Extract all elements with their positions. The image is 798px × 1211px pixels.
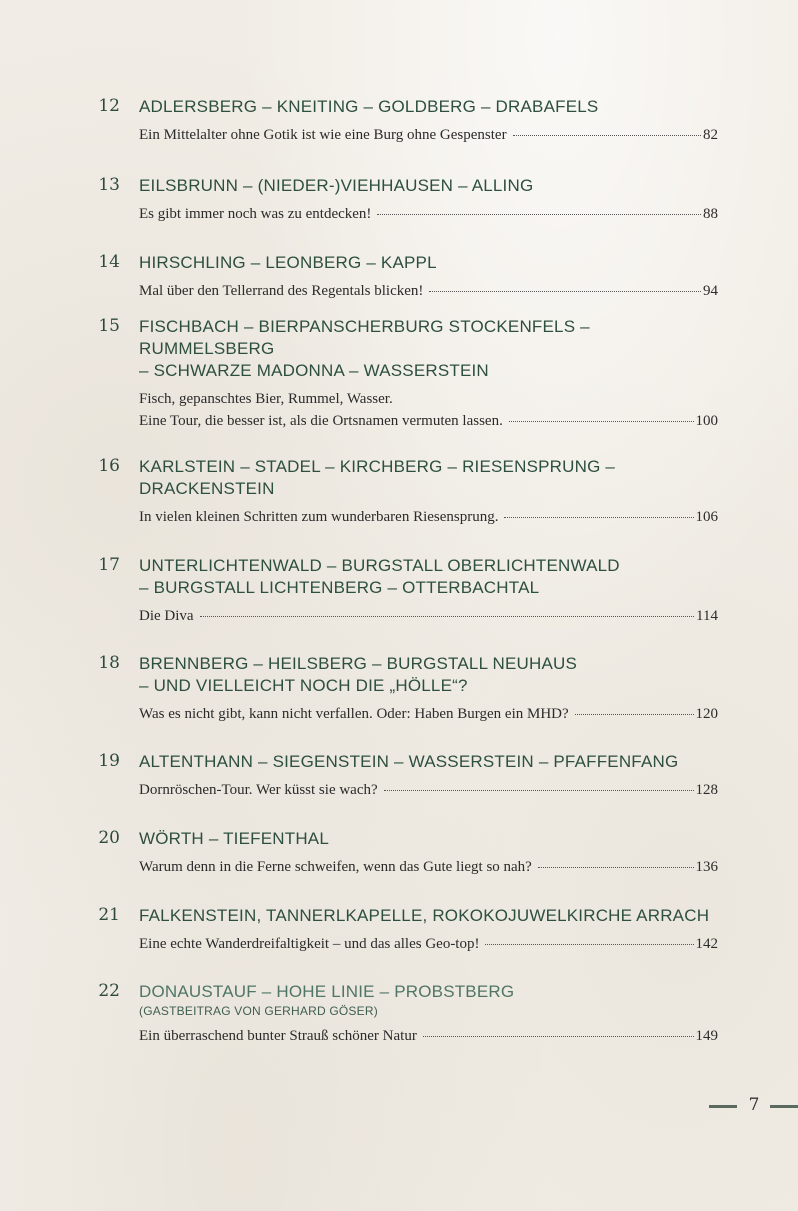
entry-description	[139, 124, 718, 146]
description-line: Fisch, gepanschtes Bier, Rummel, Wasser.	[139, 391, 393, 407]
toc-entry-22	[0, 981, 798, 1047]
table-of-contents	[0, 96, 798, 1047]
description-text: Die Diva	[139, 608, 194, 624]
page-ref: 88	[703, 206, 718, 222]
description-text: Es gibt immer noch was zu entdecken!	[139, 206, 372, 222]
entry-number: 13	[98, 175, 120, 195]
entry-number: 12	[98, 96, 120, 116]
description-text: Mal über den Tellerrand des Regentals blicken!	[139, 283, 424, 299]
dot-leader	[200, 615, 694, 617]
entry-title: WÖRTH – TIEFENTHAL	[139, 829, 329, 848]
toc-entry-19	[0, 751, 798, 801]
dot-leader	[485, 943, 693, 945]
entry-number: 16	[98, 456, 120, 476]
entry-title: HIRSCHLING – LEONBERG – KAPPL	[139, 253, 437, 272]
entry-number: 21	[98, 905, 120, 925]
entry-description	[139, 933, 718, 955]
toc-entry-20	[0, 828, 798, 878]
description-text: Eine Tour, die besser ist, als die Ortsnamen vermuten lassen.	[139, 413, 503, 429]
page-ref: 120	[695, 706, 718, 722]
toc-entry-13	[0, 175, 798, 225]
page-number: 7	[748, 1095, 760, 1115]
entry-title-line-1: FISCHBACH – BIERPANSCHERBURG STOCKENFELS – RUMMELSBERG	[139, 317, 590, 358]
entry-description	[139, 506, 718, 528]
entry-title-line-2: – BURGSTALL LICHTENBERG – OTTERBACHTAL	[139, 578, 540, 597]
entry-description	[139, 703, 718, 725]
description-text: Was es nicht gibt, kann nicht verfallen. Oder: Haben Burgen ein MHD?	[139, 706, 569, 722]
entry-title: EILSBRUNN – (NIEDER-)VIEHHAUSEN – ALLING	[139, 176, 534, 195]
entry-description	[139, 203, 718, 225]
page-ref: 106	[695, 509, 718, 525]
entry-title-line-2: – UND VIELLEICHT NOCH DIE „HÖLLE“?	[139, 676, 468, 695]
toc-entry-16	[0, 456, 798, 528]
page-ref: 142	[695, 936, 718, 952]
entry-title: ADLERSBERG – KNEITING – GOLDBERG – DRABAFELS	[139, 97, 599, 116]
entry-number: 14	[98, 252, 120, 272]
page-ref: 149	[695, 1028, 718, 1044]
page-number-rule-right	[770, 1105, 798, 1108]
dot-leader	[513, 134, 701, 136]
entry-number: 22	[98, 981, 120, 1001]
entry-title-line-2: – SCHWARZE MADONNA – WASSERSTEIN	[139, 361, 489, 380]
dot-leader	[504, 516, 693, 518]
page-number-rule-left	[709, 1105, 737, 1108]
dot-leader	[538, 866, 694, 868]
dot-leader	[377, 213, 701, 215]
toc-entry-17	[0, 555, 798, 627]
dot-leader	[429, 290, 701, 292]
dot-leader	[423, 1035, 694, 1037]
toc-entry-18	[0, 653, 798, 725]
entry-number: 20	[98, 828, 120, 848]
dot-leader	[384, 789, 694, 791]
page-ref: 136	[695, 859, 718, 875]
entry-number: 17	[98, 555, 120, 575]
entry-title: ALTENTHANN – SIEGENSTEIN – WASSERSTEIN – PFAFFENFANG	[139, 752, 679, 771]
page-ref: 82	[703, 127, 718, 143]
page-ref: 114	[696, 608, 718, 624]
entry-description	[139, 779, 718, 801]
entry-number: 18	[98, 653, 120, 673]
entry-title-line-1: BRENNBERG – HEILSBERG – BURGSTALL NEUHAUS	[139, 654, 578, 673]
entry-description	[139, 605, 718, 627]
entry-subtitle: (GASTBEITRAG VON GERHARD GÖSER)	[139, 1004, 378, 1018]
toc-entry-14	[0, 252, 798, 302]
dot-leader	[509, 420, 694, 422]
entry-title: FALKENSTEIN, TANNERLKAPELLE, ROKOKOJUWELKIRCHE ARRACH	[139, 906, 710, 925]
page-ref: 94	[703, 283, 718, 299]
entry-description	[139, 280, 718, 302]
page-ref: 100	[695, 413, 718, 429]
page-ref: 128	[695, 782, 718, 798]
entry-title: DONAUSTAUF – HOHE LINIE – PROBSTBERG	[139, 982, 515, 1001]
entry-description	[139, 388, 718, 432]
description-text: In vielen kleinen Schritten zum wunderbaren Riesensprung.	[139, 509, 499, 525]
toc-entry-12	[0, 96, 798, 146]
entry-title: KARLSTEIN – STADEL – KIRCHBERG – RIESENSPRUNG – DRACKENSTEIN	[139, 457, 616, 498]
toc-entry-21	[0, 905, 798, 955]
entry-number: 19	[98, 751, 120, 771]
entry-number: 15	[98, 316, 120, 336]
entry-description	[139, 856, 718, 878]
dot-leader	[575, 713, 694, 715]
description-text: Ein Mittelalter ohne Gotik ist wie eine Burg ohne Gespenster	[139, 127, 507, 143]
description-text: Ein überraschend bunter Strauß schöner Natur	[139, 1028, 417, 1044]
description-text: Warum denn in die Ferne schweifen, wenn das Gute liegt so nah?	[139, 859, 532, 875]
entry-description	[139, 1025, 718, 1047]
entry-title-line-1: UNTERLICHTENWALD – BURGSTALL OBERLICHTENWALD	[139, 556, 620, 575]
toc-entry-15	[0, 316, 798, 432]
description-text: Eine echte Wanderdreifaltigkeit – und das alles Geo-top!	[139, 936, 480, 952]
description-text: Dornröschen-Tour. Wer küsst sie wach?	[139, 782, 378, 798]
